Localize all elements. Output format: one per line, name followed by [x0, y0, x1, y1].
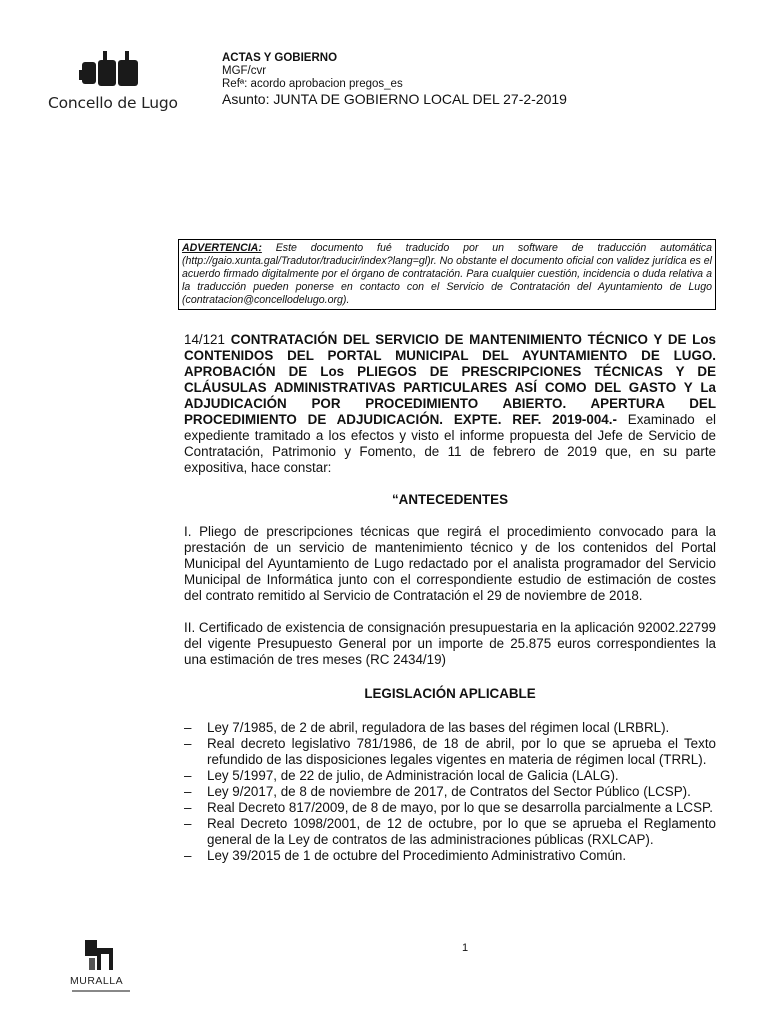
list-item: – Real decreto legislativo 781/1986, de 18 de abril, por lo que se aprueba el Texto refundido de las disposiciones legales vigentes en materia de régimen local (TRRL). [184, 736, 716, 767]
list-item: – Real Decreto 1098/2001, de 12 de octubre, por lo que se aprueba el Reglamento general de la Ley de contratos de las administraciones públicas (RXLCAP). [184, 816, 716, 847]
antecedente-paragraph: I. Pliego de prescripciones técnicas que regirá el procedimiento convocado para la prestación de un servicio de mantenimiento técnico y de los contenidos del Portal Municipal del Ayuntamiento de Lugo redactado por el analista programador del Servicio Municipal de Informática junto con el correspondiente estudio de estimación de costes del contrato remitido al Servicio de Contratación el 29 de noviembre de 2018. [184, 524, 716, 603]
warning-text: Este documento fué traducido por un software de traducción automática (http://gaio.xunta.gal/Tradutor/traducir/index?lang=gl)r. No obstante el documento oficial con validez jurídica es el acuerdo firmado digitalmente por el órgano de contratación. Para cualquier cuestión, incidencia o duda relativa a la traducción pueden ponerse en contacto con el Servicio de Contratación del Ayuntamiento de Lugo (contratacion@concellodelugo.org). [182, 242, 712, 306]
list-item: – Real Decreto 817/2009, de 8 de mayo, por lo que se desarrolla parcialmente a LCSP. [184, 800, 713, 815]
list-item: – Ley 9/2017, de 8 de noviembre de 2017, de Contratos del Sector Público (LCSP). [184, 784, 691, 799]
antecedente-paragraph: II. Certificado de existencia de consignación presupuestaria en la aplicación 92002.22799 del vigente Presupuesto General por un importe de 25.875 euros correspondientes la una estimación de tres meses (RC 2434/19) [184, 620, 716, 667]
item-paragraph [184, 332, 716, 476]
warning-label: ADVERTENCIA: [182, 242, 262, 254]
page-number: 1 [462, 942, 469, 954]
document-header [222, 52, 567, 108]
item-number: 14/121 [184, 332, 231, 347]
antecedentes-heading: “ANTECEDENTES [391, 492, 509, 507]
subject: Asunto: JUNTA DE GOBIERNO LOCAL DEL 27-2-2019 [222, 91, 567, 107]
translation-warning [178, 239, 716, 310]
muralla-tagline [72, 990, 130, 992]
legislacion-heading: LEGISLACIÓN APLICABLE [364, 686, 536, 701]
item-body: Examinado el expediente tramitado a los efectos y visto el informe propuesta del Jefe de Servicio de Contratación, Patrimonio y Fomento, de 11 de febrero de 2019 que, en su parte expositiva, hace constar: [184, 412, 717, 475]
list-item: – Ley 5/1997, de 22 de julio, de Administración local de Galicia (LALG). [184, 768, 619, 783]
muralla-logo-icon [72, 938, 132, 1008]
list-item: – Ley 7/1985, de 2 de abril, reguladora de las bases del régimen local (LRBRL). [184, 720, 670, 735]
document-body [184, 332, 716, 864]
legislation-list [184, 720, 716, 864]
initials: MGF/cvr [222, 65, 267, 77]
list-item: – Ley 39/2015 de 1 de octubre del Procedimiento Administrativo Común. [184, 848, 627, 863]
department-label: ACTAS Y GOBIERNO [222, 52, 338, 64]
logo-text: Concello de Lugo [48, 94, 178, 112]
muralla-logo-text: MURALLA [70, 975, 124, 987]
item-title: CONTRATACIÓN DEL SERVICIO DE MANTENIMIENTO TÉCNICO Y DE Los CONTENIDOS DEL PORTAL MUNICIPAL DEL AYUNTAMIENTO DE LUGO. APROBACIÓN DE Los PLIEGOS DE PRESCRIPCIONES TÉCNICAS Y DE CLÁUSULAS ADMINISTRATIVAS PARTICULARES ASÍ COMO DEL GASTO Y La ADJUDICACIÓN POR PROCEDIMIENTO ABIERTO. APERTURA DEL PROCEDIMIENTO DE ADJUDICACIÓN. EXPTE. REF. 2019-004.- [184, 332, 716, 427]
reference: Refª: acordo aprobacion pregos_es [222, 78, 403, 90]
